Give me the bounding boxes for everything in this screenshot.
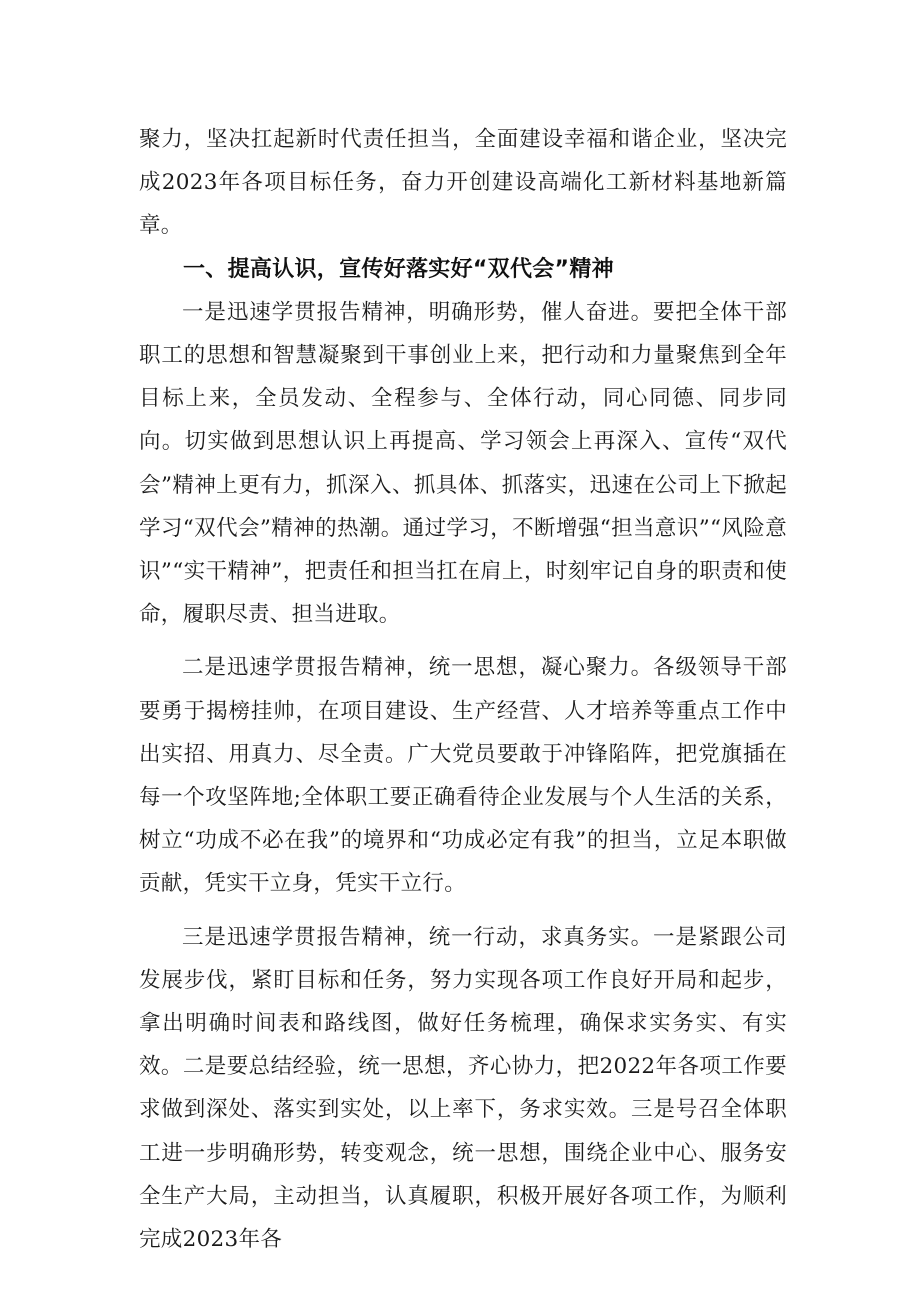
paragraph-3: 三是迅速学贯报告精神，统一行动，求真务实。一是紧跟公司发展步伐，紧盯目标和任务，努力实现各项工作良好开局和起步，拿出明确时间表和路线图，做好任务梳理，确保求实务实、有实效。二是要总结经验，统一思想，齐心协力，把2022年各项工作要求做到深处、落实到实处，以上率下，务求实效。三是号召全体职工进一步明确形势，转变观念，统一思想，围绕企业中心、服务安全生产大局，主动担当，认真履职，积极开展好各项工作，为顺利完成2023年各 [139,924,787,1253]
section-heading: 一、提高认识，宣传好落实好“双代会”精神 [183,256,614,282]
document-body [139,118,787,1261]
paragraph-2: 二是迅速学贯报告精神，统一思想，凝心聚力。各级领导干部要勇于揭榜挂帅，在项目建设、生产经营、人才培养等重点工作中出实招、用真力、尽全责。广大党员要敢于冲锋陷阵，把党旗插在每一个攻坚阵地;全体职工要正确看待企业发展与个人生活的关系，树立“功成不必在我”的境界和“功成必定有我”的担当，立足本职做贡献，凭实干立身，凭实干立行。 [139,655,787,897]
paragraph-1: 一是迅速学贯报告精神，明确形势，催人奋进。要把全体干部职工的思想和智慧凝聚到干事创业上来，把行动和力量聚焦到全年目标上来，全员发动、全程参与、全体行动，同心同德、同步同向。切实做到思想认识上再提高、学习领会上再深入、宣传“双代会”精神上更有力，抓深入、抓具体、抓落实，迅速在公司上下掀起学习“双代会”精神的热潮。通过学习，不断增强“担当意识”“风险意识”“实干精神”，把责任和担当扛在肩上，时刻牢记自身的职责和使命，履职尽责、担当进取。 [139,299,787,628]
opening-paragraph: 聚力，坚决扛起新时代责任担当，全面建设幸福和谐企业，坚决完成2023年各项目标任务，奋力开创建设高端化工新材料基地新篇章。 [139,127,787,239]
